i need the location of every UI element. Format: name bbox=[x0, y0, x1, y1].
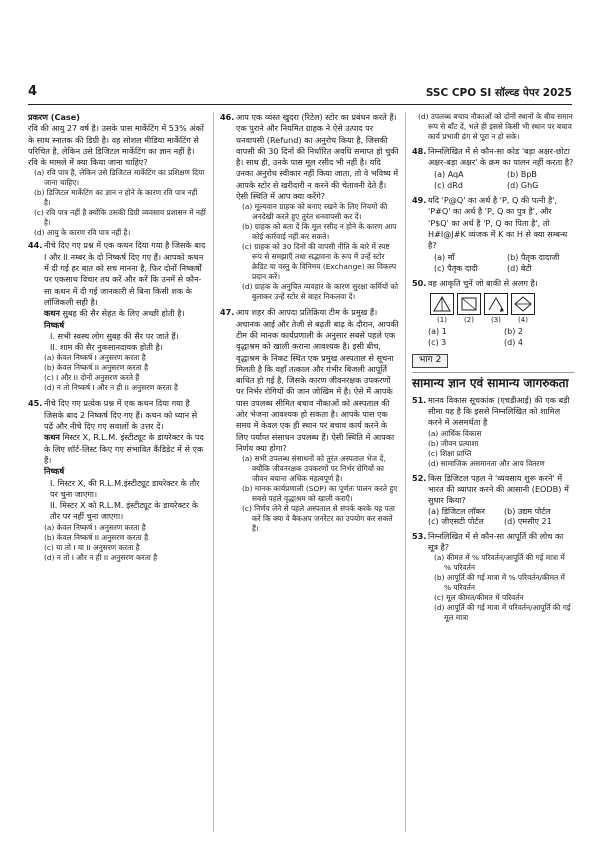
question-text: मानव विकास सूचकांक (एचडीआई) की एक बड़ी सीमा यह है कि इससे निम्नलिखित को शामिल करने में असमर्थता है bbox=[428, 394, 570, 428]
question-number: 47. bbox=[220, 307, 235, 318]
case-option-b: (b) डिजिटल मार्केटिंग का ज्ञान न होने के कारण रवि पात्र नहीं है। bbox=[34, 188, 198, 208]
conclusion-2: II. मिस्टर X को R.L.M. इंस्टीट्यूट के डायरेक्टर के तौर पर नहीं चुना जाएगा। bbox=[50, 500, 199, 522]
option-b: (b) ग्राहक को बता दें कि मूल रसीद न होने के कारण आप कोई कार्रवाई नहीं कर सकते। bbox=[242, 222, 397, 242]
figure-3-shape-icon bbox=[485, 294, 507, 314]
option-d: (d) 4 bbox=[504, 338, 523, 348]
question-number: 51. bbox=[412, 394, 427, 405]
question-text: किस डिजिटल पहल ने 'व्यवसाय शुरू करने' में भारत की व्यापार करने की आसानी (EODB) में सुधार किया? bbox=[428, 472, 569, 506]
figure-label: (3) bbox=[491, 315, 501, 324]
option-b: (b) मानक कार्यप्रणाली (SOP) का पूर्णतः पालन करते हुए सबसे पहले वृद्धाश्रम को खाली कराएँ। bbox=[242, 484, 398, 504]
option-b: (b) केवल निष्कर्ष II अनुसरण करता है bbox=[44, 363, 148, 373]
header-rule bbox=[28, 104, 572, 105]
option-c: (c) ग्राहक को 30 दिनों की वापसी नीति के बारे में स्पष्ट रूप से समझाएँ तथा सद्भावना के रूप में उन्हें स्टोर क्रेडिट या वस्तु के विनिमय (Exchange) का विकल्प प्रदान करें। bbox=[242, 242, 397, 282]
question-50 bbox=[412, 278, 574, 289]
figure-2 bbox=[457, 293, 481, 315]
option-d: (d) सामाजिक असमानता और आय वितरण bbox=[428, 458, 545, 468]
question-53 bbox=[412, 531, 574, 624]
conclusion-label: निष्कर्ष bbox=[44, 466, 65, 477]
figure-3 bbox=[484, 293, 508, 315]
option-b: (b) आपूर्ति की गई मात्रा में % परिवर्तन/कीमत में % परिवर्तन bbox=[434, 573, 565, 593]
question-48 bbox=[412, 146, 574, 191]
option-a: (a) डिजिटल लॉकर bbox=[428, 506, 485, 516]
question-number: 46. bbox=[220, 112, 235, 122]
section-title: सामान्य ज्ञान एवं सामान्य जागरुकता bbox=[412, 372, 574, 391]
column-divider bbox=[405, 112, 406, 832]
option-a: (a) केवल निष्कर्ष I अनुसरण करता है bbox=[44, 522, 146, 532]
question-text: नीचे दिए गए प्रश्न में एक कथन दिया गया है जिसके बाद I और II नम्बर के दो निष्कर्ष दिए गए हैं। आपको कथन में दी गई हर बात को सच मानना है, फिर दोनों निष्कर्षों पर एकसाथ विचार तय करें और करें कि उनमें से कौन-सा कथन में दी गई जानकारी से बिना किसी शक के लॉजिकली सही है। bbox=[44, 240, 206, 307]
option-d: (d) एमसीए 21 bbox=[504, 516, 552, 526]
option-d: (d) न तो I और न ही II अनुसरण करता है bbox=[44, 552, 158, 562]
question-number: 49. bbox=[412, 195, 427, 206]
conclusion-1: I. मिस्टर X, की R.L.M.इंस्टीट्यूट डायरेक्टर के तौर पर चुना जाएगा। bbox=[50, 477, 200, 499]
column-2 bbox=[220, 112, 400, 534]
question-text: निम्नलिखित में से कौन-सा कोड 'बड़ा अक्षर-छोटा अक्षर-बड़ा अक्षर' के क्रम का पालन नहीं करता है? bbox=[428, 146, 574, 168]
odd-one-out-figures bbox=[430, 293, 574, 315]
option-c: (c) मूल कीमत/कीमत में परिवर्तन bbox=[434, 593, 524, 603]
question-51 bbox=[412, 395, 574, 469]
figure-label: (1) bbox=[437, 315, 447, 324]
column-1 bbox=[28, 112, 206, 563]
question-number: 44. bbox=[28, 240, 43, 251]
option-c: (c) या तो I या II अनुसरण करता है bbox=[44, 542, 140, 552]
question-45 bbox=[28, 398, 206, 562]
option-d: (d) ग्राहक के अनुचित व्यवहार के कारण सुरक्षा कर्मियों को बुलाकर उन्हें स्टोर से बाहर निकलवा दें। bbox=[242, 282, 398, 302]
statement-text: सुबह की सैर सेहत के लिए अच्छी होती है। bbox=[59, 308, 185, 319]
figure-4 bbox=[511, 293, 535, 315]
question-number: 50. bbox=[412, 278, 427, 289]
option-d: (d) बेटी bbox=[507, 263, 532, 273]
statement-label: कथन bbox=[44, 432, 60, 443]
option-c: (c) शिक्षा प्राप्ति bbox=[428, 448, 472, 458]
question-number: 53. bbox=[412, 530, 427, 541]
conclusion-2: II. शाम की सैर नुकसानदायक होती है। bbox=[50, 342, 163, 353]
option-c: (c) 3 bbox=[428, 338, 447, 348]
question-text: नीचे दिए गए प्रत्येक प्रश्न में एक कथन दिया गया है जिसके बाद 2 निष्कर्ष दिए गए हैं। कथन को ध्यान से पढ़ें और नीचे दिए गए सवालों के उत्तर दें। bbox=[44, 398, 198, 432]
statement-text: मिस्टर X, R.L.M. इंस्टीट्यूट के डायरेक्टर के पद के लिए शॉर्ट-लिस्ट किए गए संभावित कैंडिडेट में से एक हैं। bbox=[44, 432, 204, 465]
question-44 bbox=[28, 240, 206, 393]
question-47 bbox=[220, 307, 400, 534]
figure-label: (2) bbox=[464, 315, 474, 324]
figure-2-shape-icon bbox=[458, 294, 480, 314]
option-c: (c) जीएसटी पोर्टल bbox=[428, 516, 484, 526]
question-number: 52. bbox=[412, 472, 427, 483]
question-text: वह आकृति चुनें जो बाकी से अलग है। bbox=[428, 278, 538, 289]
figure-label: (4) bbox=[518, 315, 528, 324]
option-a: (a) मूल्यवान ग्राहक को बनाए रखने के लिए नियमों की अनदेखी करते हुए तुरंत धनवापसी कर दें। bbox=[242, 202, 388, 222]
option-a: (a) आर्थिक विकास bbox=[428, 428, 482, 438]
option-b: (b) BpB bbox=[507, 169, 537, 179]
case-text: रवि की आयु 27 वर्ष है। उसके पास मार्केटिंग में 53% अंकों के साथ स्नातक की डिग्री है। वह सोशल मीडिया मार्केटिंग से परिचित है, लेकिन उसे डिजिटल मार्केटिंग का ज्ञान नहीं है। रवि के मामले में क्या किया जाना चाहिए? bbox=[28, 123, 204, 168]
question-46 bbox=[220, 112, 400, 302]
column-3 bbox=[412, 112, 574, 623]
option-c: (c) निर्णय लेने से पहले अस्पताल से संपर्क करके यह पता करें कि क्या वे बैकअप जनरेटर का उपयोग कर सकते हैं। bbox=[242, 504, 395, 534]
option-c: (c) dRd bbox=[434, 180, 463, 190]
option-c: (c) पैतृक दादी bbox=[434, 263, 478, 273]
question-text: आप एक व्यस्त खुदरा (रिटेल) स्टोर का प्रबंधन करते हैं। एक पुराने और नियमित ग्राहक ने ऐसे उत्पाद पर धनवापसी (Refund) का अनुरोध किया है, जिसकी वापसी की 30 दिनों की निर्धारित अवधि समाप्त हो चुकी है। साथ ही, उनके पास मूल रसीद भी नहीं है। यदि उनका अनुरोध स्वीकार नहीं किया जाता, तो वे भविष्य में आपके स्टोर से खरीदारी न करने की चेतावनी देते हैं। ऐसी स्थिति में आप क्या करेंगे? bbox=[236, 112, 399, 202]
figure-1 bbox=[430, 293, 454, 315]
running-title: SSC CPO SI सॉल्व्ड पेपर 2025 bbox=[425, 87, 572, 99]
question-text: यदि 'P@Q' का अर्थ है 'P, Q की पत्नी है', 'P#Q' का अर्थ है 'P, Q का पुत्र है', और 'P$Q' का अर्थ है 'P, Q का पिता है', तो H#I@J#K व्यंजक में K का H से क्या सम्बन्ध है? bbox=[428, 195, 568, 251]
option-c: (c) I और II दोनों अनुसरण करते हैं bbox=[44, 373, 140, 383]
option-a: (a) AqA bbox=[434, 169, 464, 179]
option-a: (a) कीमत में % परिवर्तन/आपूर्ति की गई मात्रा में % परिवर्तन bbox=[434, 553, 565, 573]
option-a: (a) 1 bbox=[428, 326, 447, 336]
statement-label: कथन bbox=[44, 308, 60, 319]
case-title: प्रकरण (Case) bbox=[28, 112, 80, 122]
question-number: 45. bbox=[28, 398, 43, 409]
option-b: (b) जीवन प्रत्याशा bbox=[428, 438, 479, 448]
option-d: (d) आपूर्ति की गई मात्रा में परिवर्तन/आपूर्ति की गई मूल मात्रा bbox=[434, 603, 571, 623]
option-b: (b) उद्यम पोर्टल bbox=[504, 506, 551, 516]
option-a: (a) सभी उपलब्ध संसाधनों को तुरंत अस्पताल भेज दें, क्योंकि जीवनरक्षक उपकरणों पर निर्भर रोगियों का जीवन बचाना अधिक महत्वपूर्ण है। bbox=[242, 454, 386, 484]
question-text: निम्नलिखित में से कौन-सा आपूर्ति की लोच का सूत्र है? bbox=[428, 530, 564, 552]
conclusion-1: I. सभी स्वस्थ लोग सुबह की सैर पर जाते हैं। bbox=[50, 330, 179, 341]
case-option-d: (d) आयु के कारण रवि पात्र नहीं है। bbox=[34, 228, 131, 238]
page-number: 4 bbox=[28, 84, 38, 99]
figure-labels bbox=[430, 315, 574, 326]
option-d: (d) न तो निष्कर्ष I और न ही II अनुसरण करता है bbox=[44, 383, 178, 393]
option-a: (a) केवल निष्कर्ष I अनुसरण करता है bbox=[44, 353, 146, 363]
question-49 bbox=[412, 195, 574, 274]
figure-1-shape-icon bbox=[431, 294, 453, 314]
option-b: (b) केवल निष्कर्ष II अनुसरण करता है bbox=[44, 532, 148, 542]
option-a: (a) माँ bbox=[434, 252, 455, 262]
question-47-option-d: (d) उपलब्ध बचाव नौकाओं को दोनों स्थानों के बीच समान रूप से बाँट दें, भले ही इससे किसी भी स्थान पर बचाव कार्य प्रभावी ढंग से पूरा न हो सके। bbox=[418, 112, 573, 141]
option-b: (b) पैतृक दादाजी bbox=[507, 252, 560, 262]
figure-4-shape-icon bbox=[512, 294, 534, 314]
option-d: (d) GhG bbox=[507, 180, 539, 190]
conclusion-label: निष्कर्ष bbox=[44, 319, 65, 330]
question-52 bbox=[412, 473, 574, 527]
option-b: (b) 2 bbox=[504, 326, 523, 336]
part-label: भाग 2 bbox=[412, 354, 448, 367]
case-option-a: (a) रवि पात्र है, लेकिन उसे डिजिटल मार्केटिंग का प्रशिक्षण दिया जाना चाहिए। bbox=[34, 168, 205, 188]
question-text: आप शहर की आपदा प्रतिक्रिया टीम के प्रमुख हैं। अचानक आई और तेजी से बढ़ती बाढ़ के दौरान, आपकी टीम की मानक कार्यप्रणाली के अनुसार सबसे पहले एक वृद्धाश्रम को खाली कराना आवश्यक है। इसी बीच, वृद्धाश्रम के निकट स्थित एक प्रमुख अस्पताल से सूचना मिलती है कि वहाँ तत्काल और गंभीर बिजली आपूर्ति बाधित हो गई है, जिसके कारण जीवनरक्षक उपकरणों पर निर्भर रोगियों की जान जोखिम में है। ऐसे में आपके पास उपलब्ध सीमित बचाव नौकाओं को अस्पताल की ओर भेजना आवश्यक हो सकता है। आपके पास एक समय में केवल एक ही स्थान पर बचाव कार्य करने के लिए पर्याप्त संसाधन उपलब्ध हैं। ऐसी स्थिति में आपका निर्णय क्या होगा? bbox=[236, 307, 399, 453]
question-number: 48. bbox=[412, 146, 427, 156]
case-option-c: (c) रवि पात्र नहीं है क्योंकि उसकी डिग्री व्यवसाय प्रशासन में नहीं है। bbox=[34, 208, 206, 228]
column-divider bbox=[213, 112, 214, 832]
